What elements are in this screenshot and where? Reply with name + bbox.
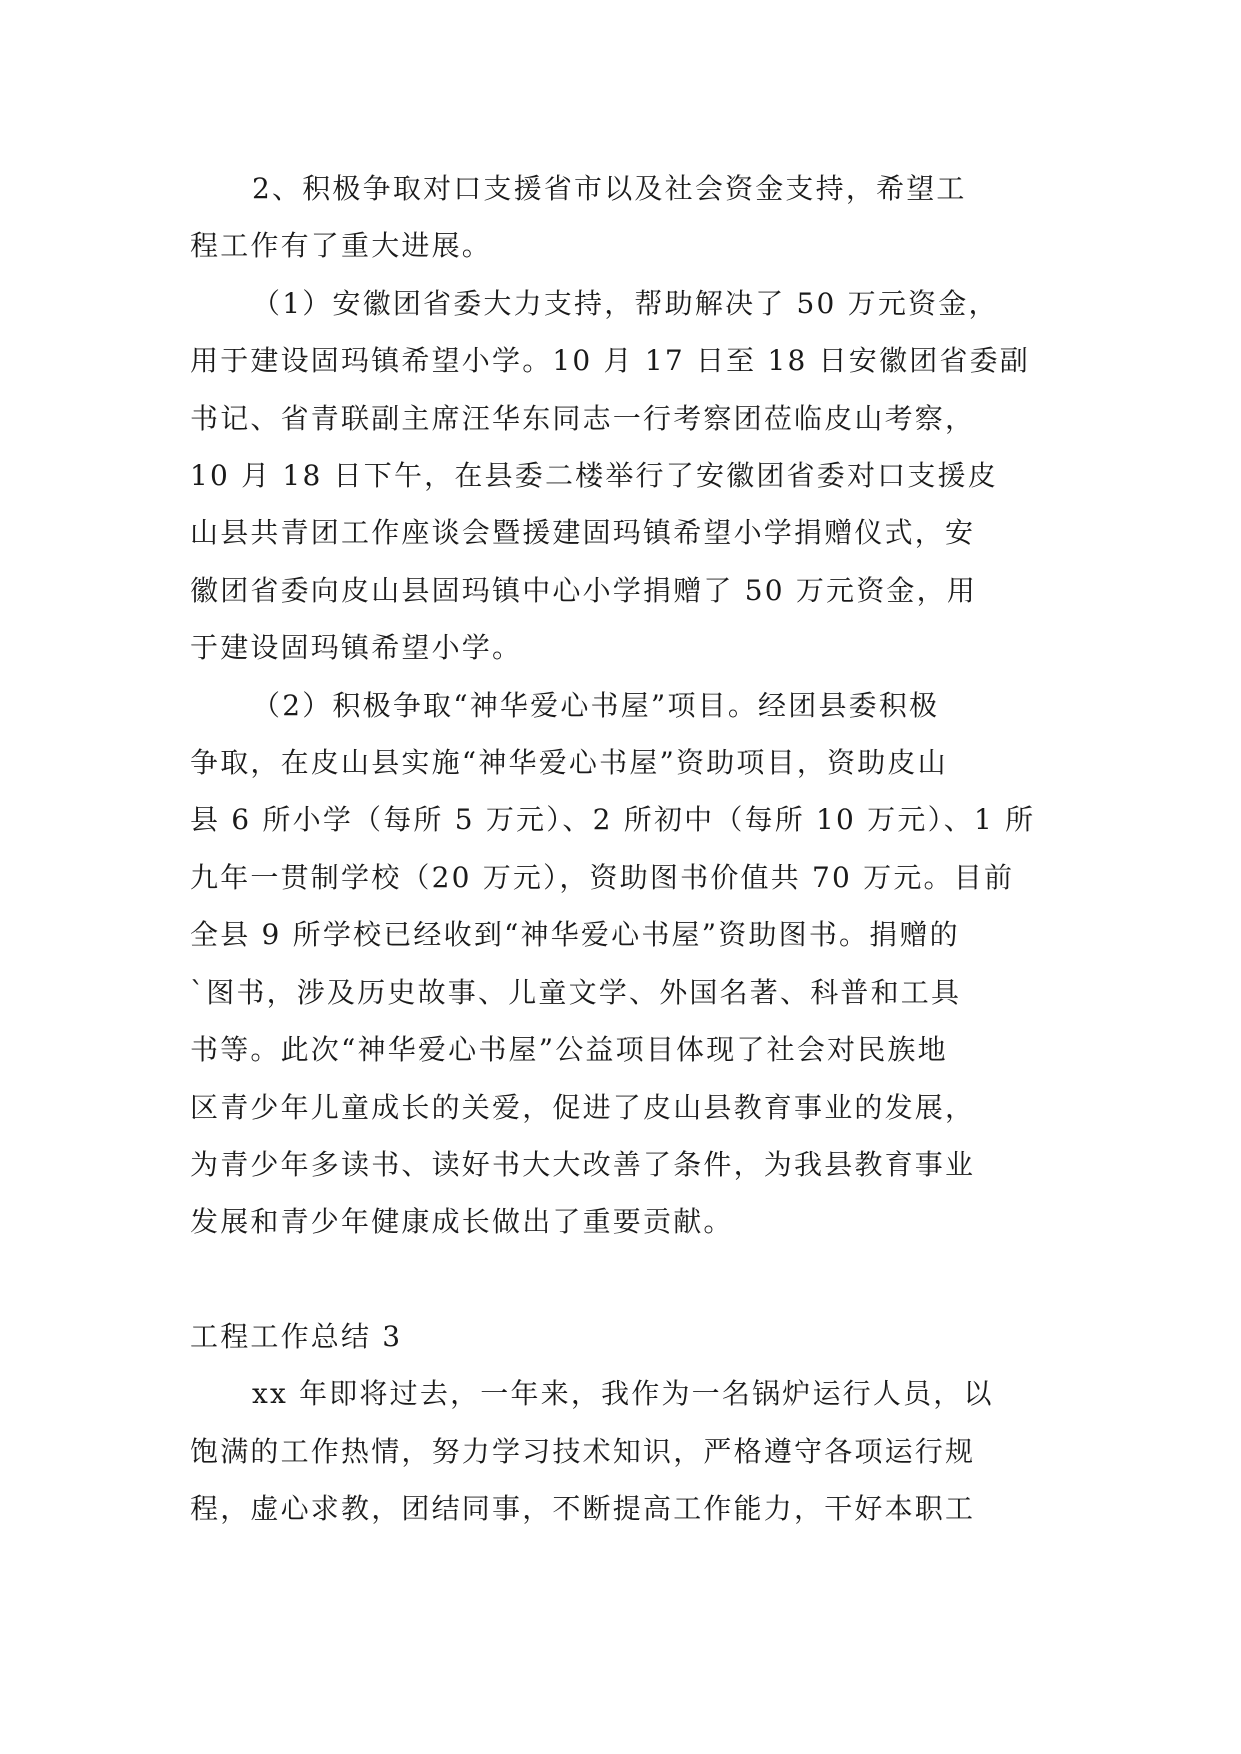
text-line: 徽团省委向皮山县固玛镇中心小学捐赠了 50 万元资金，用 (190, 573, 978, 607)
text-line: xx 年即将过去，一年来，我作为一名锅炉运行人员，以 (252, 1377, 994, 1411)
text-line: 程工作有了重大进展。 (190, 229, 493, 263)
text-line: 2、积极争取对口支援省市以及社会资金支持，希望工 (252, 172, 967, 205)
text-line: 山县共青团工作座谈会暨援建固玛镇希望小学捐赠仪式，安 (190, 516, 976, 550)
text-line: `图书，涉及历史故事、儿童文学、外国名著、科普和工具 (190, 975, 962, 1009)
text-line: （2）积极争取“神华爱心书屋”项目。经团县委积极 (252, 688, 940, 722)
text-line: 九年一贯制学校（20 万元），资助图书价值共 70 万元。目前 (190, 860, 1015, 894)
text-line: 用于建设固玛镇希望小学。10 月 17 日至 18 日安徽团省委副 (190, 344, 1030, 378)
text-line: 发展和青少年健康成长做出了重要贡献。 (190, 1205, 734, 1239)
text-line: 于建设固玛镇希望小学。 (190, 631, 523, 665)
section-heading (190, 1308, 1050, 1365)
text-line: 10 月 18 日下午，在县委二楼举行了安徽团省委对口支援皮 (190, 459, 998, 493)
document-body (190, 160, 1050, 1537)
paragraph-support-funding (190, 160, 1050, 275)
text-line: 争取，在皮山县实施“神华爱心书屋”资助项目，资助皮山 (190, 746, 948, 780)
paragraph-anhui-support (190, 275, 1050, 677)
heading-text: 工程工作总结 3 (190, 1319, 403, 1353)
text-line: 饱满的工作热情，努力学习技术知识，严格遵守各项运行规 (190, 1434, 976, 1468)
text-line: 书等。此次“神华爱心书屋”公益项目体现了社会对民族地 (190, 1033, 948, 1067)
text-line: 全县 9 所学校已经收到“神华爱心书屋”资助图书。捐赠的 (190, 918, 960, 952)
text-line: 为青少年多读书、读好书大大改善了条件，为我县教育事业 (190, 1147, 976, 1181)
text-line: 县 6 所小学（每所 5 万元）、2 所初中（每所 10 万元）、1 所 (190, 803, 1036, 837)
paragraph-boiler-operator (190, 1365, 1050, 1537)
text-line: 区青少年儿童成长的关爱，促进了皮山县教育事业的发展， (190, 1090, 976, 1124)
text-line: 书记、省青联副主席汪华东同志一行考察团莅临皮山考察， (190, 401, 976, 435)
paragraph-shenhua-bookhouse (190, 677, 1050, 1251)
text-line: 程，虚心求教，团结同事，不断提高工作能力，干好本职工 (190, 1491, 976, 1525)
text-line: （1）安徽团省委大力支持，帮助解决了 50 万元资金， (252, 286, 999, 320)
